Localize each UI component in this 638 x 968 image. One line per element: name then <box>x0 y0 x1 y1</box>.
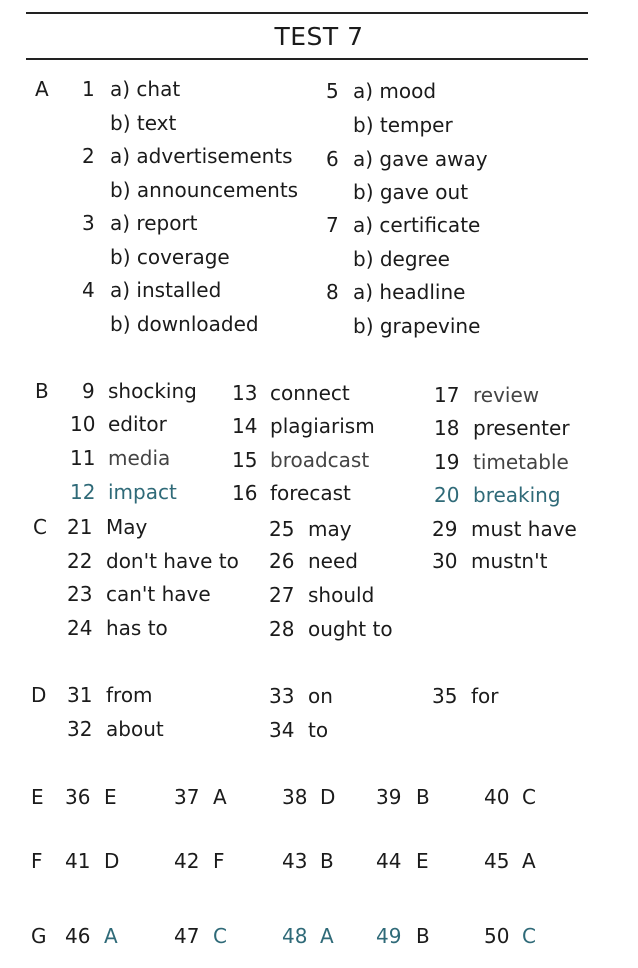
answer-number: 26 <box>269 549 295 573</box>
answer-letter: D <box>320 785 336 809</box>
answer-option-b: b) gave out <box>353 180 469 204</box>
answer-number: 32 <box>67 717 93 741</box>
answer-option-b: b) downloaded <box>110 312 259 336</box>
answer-option-a: a) report <box>110 211 198 235</box>
answer-option-b: b) temper <box>353 113 453 137</box>
section-letter-g: G <box>31 924 47 948</box>
answer-number: 39 <box>376 785 402 809</box>
answer-number: 46 <box>65 924 91 948</box>
answer-number: 5 <box>326 79 339 103</box>
answer-text: forecast <box>270 481 351 505</box>
answer-text: media <box>108 446 171 470</box>
answer-number: 25 <box>269 517 295 541</box>
answer-number: 15 <box>232 448 258 472</box>
answer-number: 1 <box>82 77 95 101</box>
answer-letter: A <box>213 785 227 809</box>
answer-number: 7 <box>326 213 339 237</box>
section-letter-d: D <box>31 683 47 707</box>
top-rule <box>26 12 588 14</box>
answer-option-a: a) chat <box>110 77 181 101</box>
answer-text: don't have to <box>106 549 239 573</box>
answer-text: on <box>308 684 333 708</box>
answer-number: 24 <box>67 616 93 640</box>
answer-text: ought to <box>308 617 393 641</box>
answer-text: breaking <box>473 483 561 507</box>
answer-number: 41 <box>65 849 91 873</box>
answer-text: mustn't <box>471 549 548 573</box>
section-letter-f: F <box>31 849 43 873</box>
answer-option-a: a) advertisements <box>110 144 293 168</box>
title-rule <box>26 58 588 60</box>
answer-option-a: a) headline <box>353 280 466 304</box>
answer-letter: F <box>213 849 225 873</box>
answer-number: 48 <box>282 924 308 948</box>
section-letter-b: B <box>35 379 49 403</box>
answer-text: impact <box>108 480 177 504</box>
answer-number: 36 <box>65 785 91 809</box>
answer-number: 50 <box>484 924 510 948</box>
answer-number: 22 <box>67 549 93 573</box>
answer-number: 14 <box>232 414 258 438</box>
answer-option-b: b) degree <box>353 247 450 271</box>
answer-letter: A <box>320 924 334 948</box>
answer-text: should <box>308 583 375 607</box>
answer-text: has to <box>106 616 168 640</box>
answer-text: editor <box>108 412 167 436</box>
answer-number: 9 <box>82 379 95 403</box>
answer-text: shocking <box>108 379 197 403</box>
answer-letter: A <box>522 849 536 873</box>
section-letter-e: E <box>31 785 44 809</box>
answer-number: 10 <box>70 412 96 436</box>
answer-letter: B <box>320 849 334 873</box>
answer-text: review <box>473 383 540 407</box>
answer-number: 11 <box>70 446 96 470</box>
answer-text: may <box>308 517 352 541</box>
answer-letter: E <box>104 785 117 809</box>
answer-number: 45 <box>484 849 510 873</box>
answer-number: 4 <box>82 278 95 302</box>
answer-number: 49 <box>376 924 402 948</box>
answer-number: 8 <box>326 280 339 304</box>
answer-option-a: a) gave away <box>353 147 488 171</box>
answer-number: 28 <box>269 617 295 641</box>
answer-letter: C <box>522 924 536 948</box>
answer-number: 13 <box>232 381 258 405</box>
answer-number: 42 <box>174 849 200 873</box>
answer-letter: B <box>416 924 430 948</box>
answer-number: 12 <box>70 480 96 504</box>
answer-number: 16 <box>232 481 258 505</box>
answer-number: 30 <box>432 549 458 573</box>
answer-number: 2 <box>82 144 95 168</box>
answer-text: timetable <box>473 450 569 474</box>
answer-option-b: b) announcements <box>110 178 299 202</box>
answer-text: connect <box>270 381 350 405</box>
answer-number: 47 <box>174 924 200 948</box>
answer-number: 44 <box>376 849 402 873</box>
answer-option-b: b) grapevine <box>353 314 481 338</box>
answer-option-a: a) certificate <box>353 213 481 237</box>
answer-number: 20 <box>434 483 460 507</box>
answer-option-b: b) coverage <box>110 245 230 269</box>
answer-letter: D <box>104 849 120 873</box>
answer-number: 27 <box>269 583 295 607</box>
answer-number: 33 <box>269 684 295 708</box>
answer-number: 17 <box>434 383 460 407</box>
answer-number: 34 <box>269 718 295 742</box>
answer-option-a: a) installed <box>110 278 222 302</box>
answer-text: can't have <box>106 582 211 606</box>
answer-option-b: b) text <box>110 111 177 135</box>
answer-text: from <box>106 683 153 707</box>
answer-number: 29 <box>432 517 458 541</box>
answer-number: 37 <box>174 785 200 809</box>
answer-number: 3 <box>82 211 95 235</box>
answer-number: 6 <box>326 147 339 171</box>
answer-number: 31 <box>67 683 93 707</box>
answer-letter: C <box>522 785 536 809</box>
answer-text: for <box>471 684 499 708</box>
answer-text: about <box>106 717 164 741</box>
answer-number: 18 <box>434 416 460 440</box>
answer-letter: E <box>416 849 429 873</box>
answer-text: to <box>308 718 329 742</box>
answer-letter: A <box>104 924 118 948</box>
answer-number: 23 <box>67 582 93 606</box>
answer-number: 40 <box>484 785 510 809</box>
answer-number: 43 <box>282 849 308 873</box>
answer-number: 35 <box>432 684 458 708</box>
answer-text: plagiarism <box>270 414 375 438</box>
answer-text: May <box>106 515 148 539</box>
answer-text: broadcast <box>270 448 370 472</box>
answer-letter: C <box>213 924 227 948</box>
answer-letter: B <box>416 785 430 809</box>
section-letter-a: A <box>35 77 49 101</box>
answer-text: presenter <box>473 416 570 440</box>
answer-number: 19 <box>434 450 460 474</box>
answer-option-a: a) mood <box>353 79 437 103</box>
answer-number: 21 <box>67 515 93 539</box>
page-title: TEST 7 <box>274 22 364 51</box>
section-letter-c: C <box>33 515 47 539</box>
answer-text: need <box>308 549 358 573</box>
answer-number: 38 <box>282 785 308 809</box>
answer-text: must have <box>471 517 577 541</box>
